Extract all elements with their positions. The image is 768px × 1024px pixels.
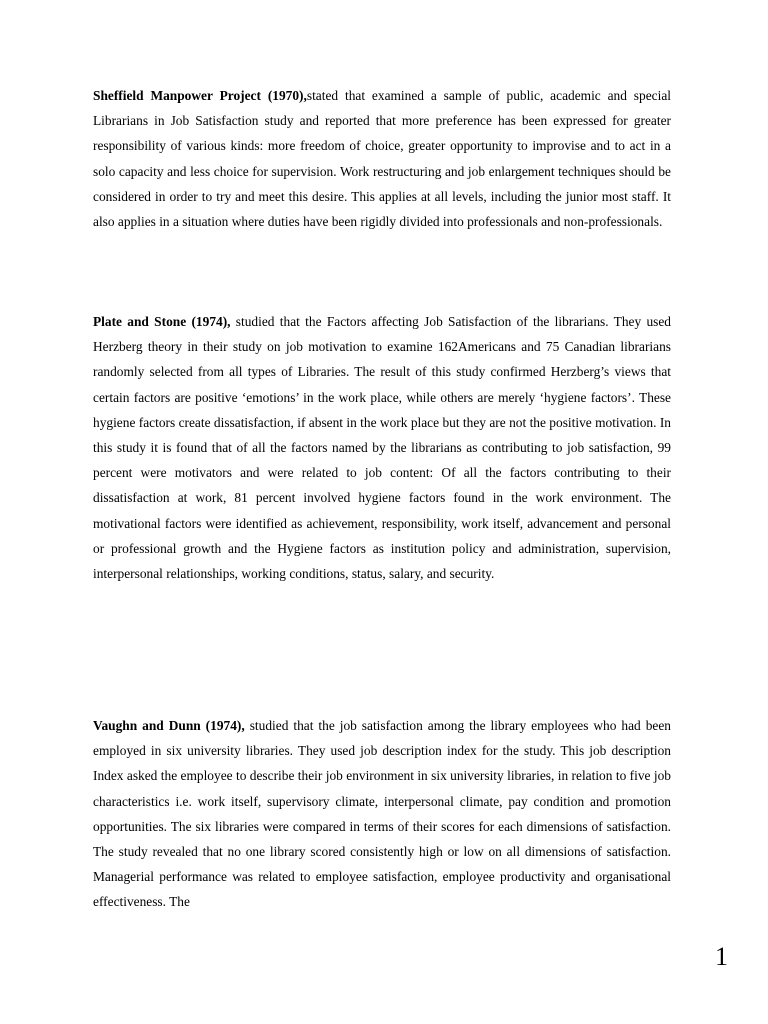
paragraph-plate-and-stone <box>93 309 671 586</box>
citation-author: Plate and Stone (1974), <box>93 314 231 329</box>
page-number: 1 <box>715 942 728 971</box>
paragraph-body: stated that examined a sample of public, academic and special Librarians in Job Satisfaction study and reported that more preference has been expressed for greater responsibility of various kinds: more freedom of choice, greater opportunity to improvise and to act in a solo capacity and less choice for supervision. Work restructuring and job enlargement techniques should be considered in order to try and meet this desire. This applies at all levels, including the junior most staff. It also applies in a situation where duties have been rigidly divided into professionals and non-professionals. <box>93 88 671 230</box>
paragraph-body: studied that the Factors affecting Job Satisfaction of the librarians. They used Herzberg theory in their study on job motivation to examine 162Americans and 75 Canadian librarians randomly selected from all types of Libraries. The result of this study confirmed Herzberg’s views that certain factors are positive ‘emotions’ in the work place, while others are merely ‘hygiene factors’. These hygiene factors create dissatisfaction, if absent in the work place but they are not the positive motivation. In this study it is found that of all the factors named by the librarians as contributing to job satisfaction, 99 percent were motivators and were related to job content: Of all the factors contributing to their dissatisfaction at work, 81 percent involved hygiene factors found in the work environment. The motivational factors were identified as achievement, responsibility, work itself, advancement and personal or professional growth and the Hygiene factors as institution policy and administration, supervision, interpersonal relationships, working conditions, status, salary, and security. <box>93 314 671 582</box>
citation-author: Vaughn and Dunn (1974), <box>93 718 245 733</box>
paragraph-vaughn-and-dunn <box>93 713 671 915</box>
citation-author: Sheffield Manpower Project (1970), <box>93 88 307 103</box>
paragraph-sheffield-manpower-project <box>93 83 671 234</box>
paragraph-body: studied that the job satisfaction among the library employees who had been employed in six university libraries. They used job description index for the study. This job description Index asked the employee to describe their job environment in six university libraries, in relation to five job characteristics i.e. work itself, supervisory climate, interpersonal climate, pay condition and promotion opportunities. The six libraries were compared in terms of their scores for each dimensions of satisfaction. The study revealed that no one library scored consistently high or low on all dimensions of satisfaction. Managerial performance was related to employee satisfaction, employee productivity and organisational effectiveness. The <box>93 718 671 910</box>
